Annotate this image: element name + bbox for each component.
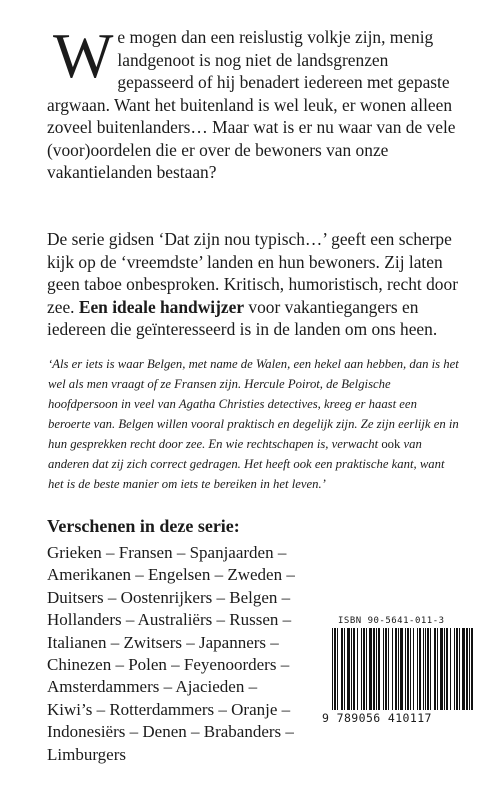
series-text-end: voor vakantiegangers en iedereen die geïnteresseerd is in de landen om ons heen. <box>47 296 438 339</box>
series-list-heading: Verschenen in deze serie: <box>47 516 240 536</box>
quote-upright-word: ook <box>381 437 401 451</box>
intro-text: e mogen dan een reislustig volkje zijn, menig landgenoot is nog niet de landsgrenzen gepasseerd of hij benadert iedereen met gepaste argwaan. Want het buitenland is wel leuk, er wonen alleen zoveel buitenlanders… Maar wat is er nu waar van de vele (voor)oordelen die er over de bewoners van onze vakantielanden bestaan? <box>47 27 456 182</box>
series-list-line: Kiwi’s – Rotterdammers – Oranje – <box>47 699 291 719</box>
series-highlight: Een ideale handwijzer <box>78 296 245 317</box>
series-list-line: Grieken – Fransen – Spanjaarden – <box>47 543 287 562</box>
barcode-image <box>330 628 476 710</box>
quote-excerpt <box>48 354 460 494</box>
quote-text: ‘Als er iets is waar Belgen, met name de Walen, een hekel aan hebben, dan is het wel als men vraagt of ze Fransen zijn. Hercule Poirot, de Belgische hoofdpersoon in veel van Agatha Christies detectives, kreeg er haast een beroerte van. Belgen willen vooral praktisch en degelijk zijn. Ze zijn eerlijk en in hun gesprekken recht door zee. En wie rechtschapen is, verwacht <box>48 357 459 451</box>
series-list-line: Limburgers <box>47 744 127 764</box>
series-list-line: Italianen – Zwitsers – Japanners – <box>47 632 279 652</box>
drop-cap: W <box>53 20 114 91</box>
series-paragraph <box>47 228 462 341</box>
intro-paragraph <box>47 20 462 184</box>
series-list-line: Amerikanen – Engelsen – Zweden – <box>47 565 295 585</box>
series-list-line: Duitsers – Oostenrijkers – Belgen – <box>47 587 291 607</box>
isbn-label: ISBN 90-5641-011-3 <box>338 616 445 626</box>
series-text: De serie gidsen ‘Dat zijn nou typisch…’ geeft een scherpe kijk op de ‘vreemdste’ landen en hun bewoners. Zij laten geen taboe onbesproken. Kritisch, humoristisch, recht door zee. <box>47 229 458 317</box>
series-list <box>47 542 317 766</box>
series-list-line: Hollanders – Australiërs – Russen – <box>47 610 292 630</box>
barcode-digits: 9 789056 410117 <box>322 711 432 725</box>
series-list-line: Indonesiërs – Denen – Brabanders – <box>47 722 294 742</box>
series-list-line: Amsterdammers – Ajacieden – <box>47 677 258 697</box>
series-list-line: Chinezen – Polen – Feyenoorders – <box>47 655 290 675</box>
quote-text-end: van anderen dat zij zich correct gedragen. Het heeft ook een praktische kant, want het is de beste manier om iets te bereiken in het leven.’ <box>48 437 445 491</box>
